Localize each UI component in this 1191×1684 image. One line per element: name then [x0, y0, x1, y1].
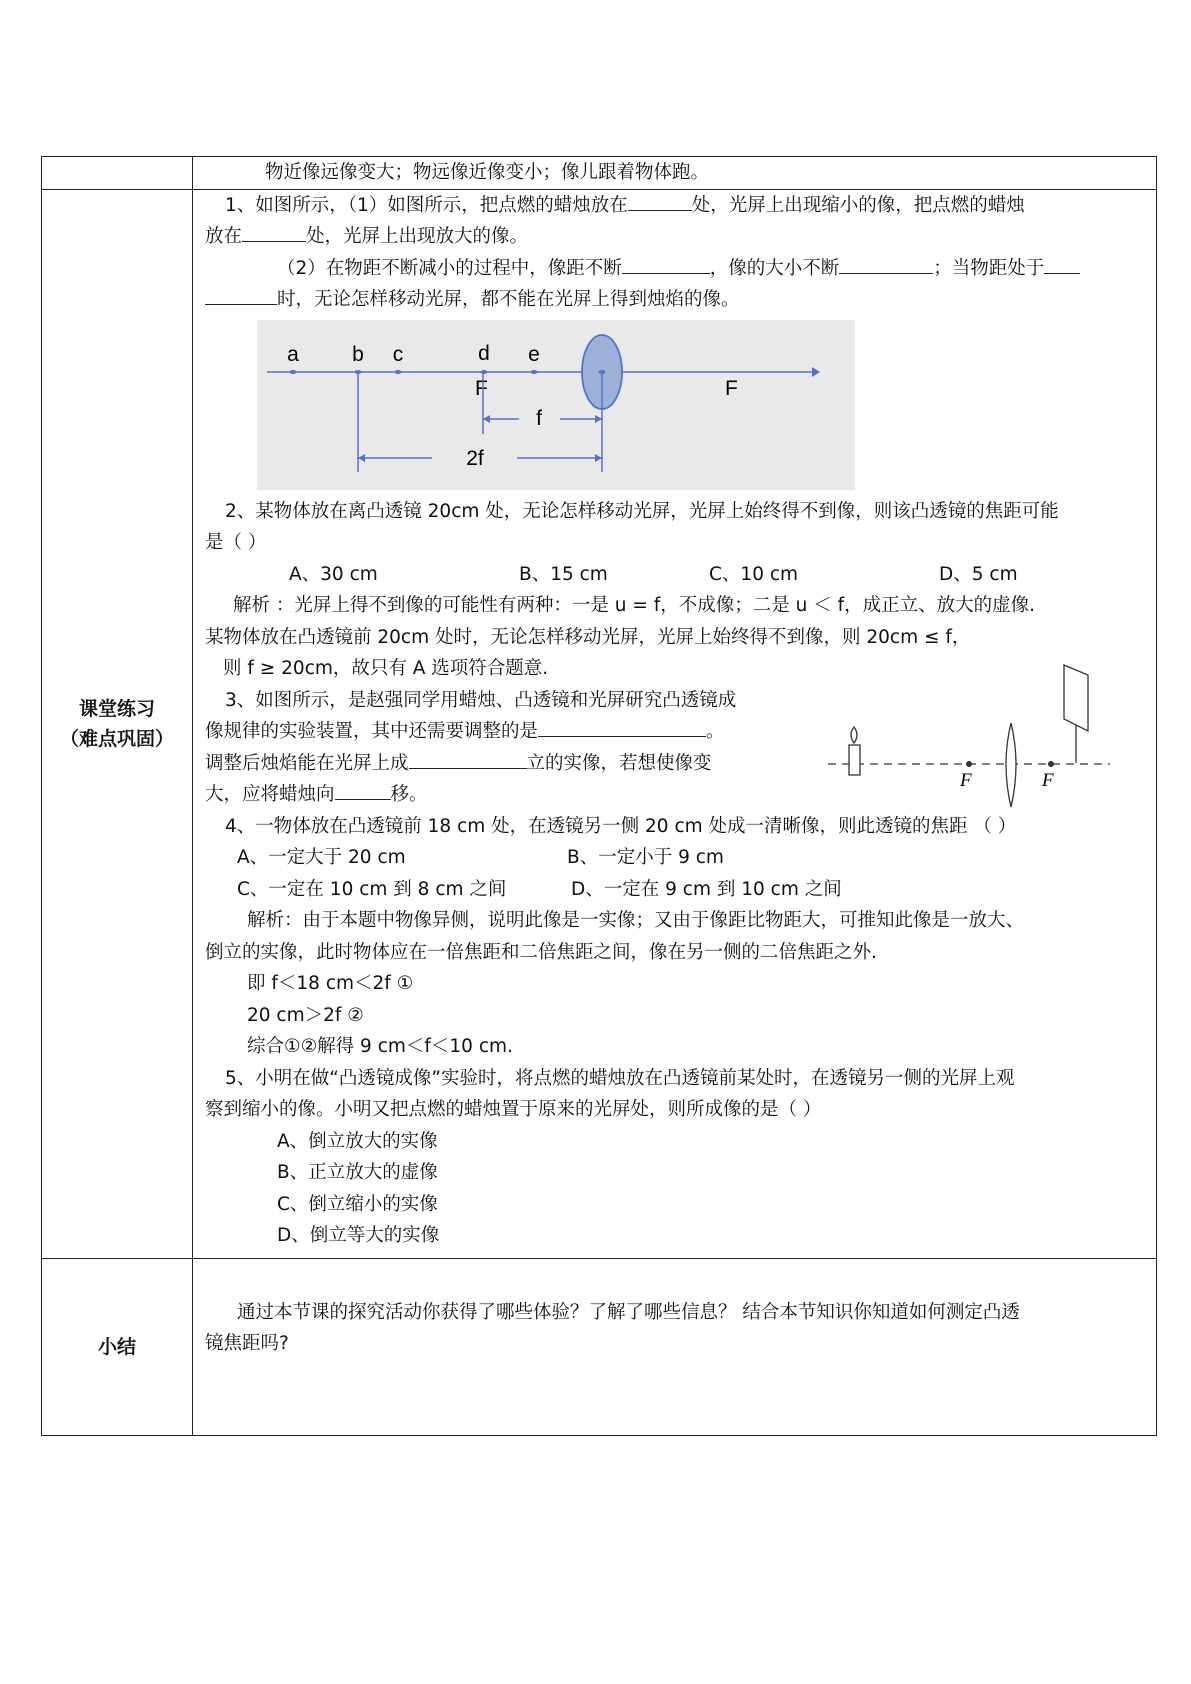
q1-blank-2[interactable]: [242, 221, 306, 242]
q4-analysis-4: 20 cm＞2f ②: [247, 1004, 364, 1026]
focus-dot-right: [1048, 761, 1054, 767]
fig2-focus-right-label: F: [1042, 769, 1054, 791]
q4-analysis-3: 即 f＜18 cm＜2f ①: [247, 973, 414, 994]
2f-label: 2f: [466, 446, 484, 470]
q5-line1: 5、小明在做“凸透镜成像”实验时，将点燃的蜡烛放在凸透镜前某处时，在透镜另一侧的光屏上观: [225, 1067, 1015, 1089]
q2-analysis-1: 解析 ：光屏上得不到像的可能性有两种：一是 u = f，不成像；二是 u ＜ f，成正立、放大的虚像.: [233, 595, 1036, 616]
candle-icon: [849, 727, 860, 775]
q5-option-c[interactable]: C、倒立缩小的实像: [277, 1193, 438, 1215]
point-d-dot: [481, 370, 488, 374]
worksheet-table: [41, 156, 1157, 1436]
q3-line4: 大，应将蜡烛向 移。: [205, 779, 1146, 811]
practice-label-line2: （难点巩固）: [59, 727, 174, 750]
q4-analysis-1: 解析：由于本题中物像异侧，说明此像是一实像；又由于像距比物距大，可推知此像是一放大、: [247, 910, 1025, 931]
q1-blank-1[interactable]: [628, 190, 692, 211]
q3-line1: 3、如图所示，是赵强同学用蜡烛、凸透镜和光屏研究凸透镜成: [225, 689, 737, 711]
q1-line2: 放在 处，光屏上出现放大的像。: [205, 221, 1146, 253]
q2-option-b[interactable]: B、15 cm: [519, 563, 608, 585]
row-practice-body: [193, 189, 1157, 1258]
q4-option-c[interactable]: C、一定在 10 cm 到 8 cm 之间: [237, 878, 507, 900]
row-top-label: [42, 157, 193, 190]
fig2-focus-left-label: F: [960, 769, 972, 791]
convex-lens-icon: [1006, 723, 1016, 807]
q3-line3: 调整后烛焰能在光屏上成 立的实像，若想使像变: [205, 748, 1146, 780]
q2-line1: 2、某物体放在离凸透镜 20cm 处，无论怎样移动光屏，光屏上始终得不到像，则该凸透镜的焦距可能: [225, 500, 1059, 522]
q5-option-b[interactable]: B、正立放大的虚像: [277, 1162, 438, 1183]
point-e-dot: [531, 370, 538, 374]
summary-line1: 通过本节课的探究活动你获得了哪些体验？了解了哪些信息？ 结合本节知识你知道如何测定凸透: [237, 1301, 1020, 1323]
focus-right-label: F: [725, 376, 738, 400]
point-b-label: b: [352, 342, 364, 366]
q2-option-c[interactable]: C、10 cm: [709, 563, 799, 585]
focus-left-label: F: [475, 376, 488, 400]
q2-option-a[interactable]: A、30 cm: [289, 563, 378, 585]
light-screen-icon: [1064, 665, 1088, 763]
worksheet: [41, 156, 1157, 1436]
q1-blank-5b[interactable]: [205, 284, 277, 305]
q3-blank-2[interactable]: [409, 748, 527, 769]
focus-dot-left: [966, 761, 972, 767]
point-c-label: c: [392, 342, 404, 366]
q4-option-d[interactable]: D、一定在 9 cm 到 10 cm 之间: [571, 878, 842, 900]
q1-line1: 1、如图所示，（1）如图所示，把点燃的蜡烛放在 处，光屏上出现缩小的像，把点燃的蜡烛: [205, 190, 1146, 222]
point-c-dot: [395, 370, 402, 374]
q4-options-ab: [205, 842, 1146, 874]
q2-option-d[interactable]: D、5 cm: [939, 563, 1018, 585]
row-practice-label: [42, 189, 193, 1258]
q2-line2: 是（ ）: [205, 532, 267, 553]
q2-analysis-2: 某物体放在凸透镜前 20cm 处时，无论怎样移动光屏，光屏上始终得不到像，则 20cm ≤ f，: [205, 626, 971, 648]
q3-blank-3[interactable]: [335, 779, 391, 800]
q4-options-cd: [205, 874, 1146, 906]
q2-analysis-3: 则 f ≥ 20cm，故只有 A 选项符合题意.: [223, 658, 549, 679]
point-a-dot: [290, 370, 297, 374]
q4-analysis-5: 综合①②解得 9 cm＜f＜10 cm.: [247, 1036, 513, 1057]
q1-blank-5a[interactable]: [1044, 253, 1080, 274]
q4-analysis-2: 倒立的实像，此时物体应在一倍焦距和二倍焦距之间，像在另一侧的二倍焦距之外.: [205, 941, 877, 963]
summary-line2: 镜焦距吗?: [205, 1333, 289, 1354]
q2-options: [205, 559, 1146, 591]
row-top-body: [193, 157, 1157, 190]
q4-option-b[interactable]: B、一定小于 9 cm: [567, 847, 724, 868]
q4-line1: 4、一物体放在凸透镜前 18 cm 处，在透镜另一侧 20 cm 处成一清晰像，则此透镜的焦距 （ ）: [225, 815, 1017, 837]
q1-line4: 时，无论怎样移动光屏，都不能在光屏上得到烛焰的像。: [205, 284, 1146, 316]
point-a-label: a: [287, 342, 299, 366]
practice-label-line1: 课堂练习: [78, 697, 155, 720]
q4-option-a[interactable]: A、一定大于 20 cm: [237, 847, 406, 868]
row-practice: [42, 189, 1157, 1258]
lens-diagram: [257, 320, 855, 490]
candle-lens-screen-diagram: [818, 661, 1118, 821]
q5-option-d[interactable]: D、倒立等大的实像: [277, 1225, 440, 1246]
q1-blank-3[interactable]: [622, 253, 710, 274]
f-label: f: [536, 406, 542, 430]
rule-text: 物近像远像变大；物远像近像变小；像儿跟着物体跑。: [265, 162, 710, 183]
row-summary: [42, 1258, 1157, 1435]
row-summary-label: 小结: [42, 1258, 193, 1435]
q5-line2: 察到缩小的像。小明又把点燃的蜡烛置于原来的光屏处，则所成像的是（ ）: [205, 1099, 822, 1120]
point-e-label: e: [528, 342, 540, 366]
q1-blank-4[interactable]: [839, 253, 933, 274]
q3-line2: 像规律的实验装置，其中还需要调整的是 。: [205, 716, 1146, 748]
q3-block: [205, 685, 1146, 811]
point-d-label: d: [478, 341, 490, 365]
row-top: [42, 157, 1157, 190]
row-summary-body: [193, 1258, 1157, 1435]
q1-line3: （2）在物距不断减小的过程中，像距不断 ，像的大小不断 ；当物距处于: [205, 253, 1146, 285]
q3-blank-1[interactable]: [538, 716, 706, 737]
q5-option-a[interactable]: A、倒立放大的实像: [277, 1130, 438, 1152]
